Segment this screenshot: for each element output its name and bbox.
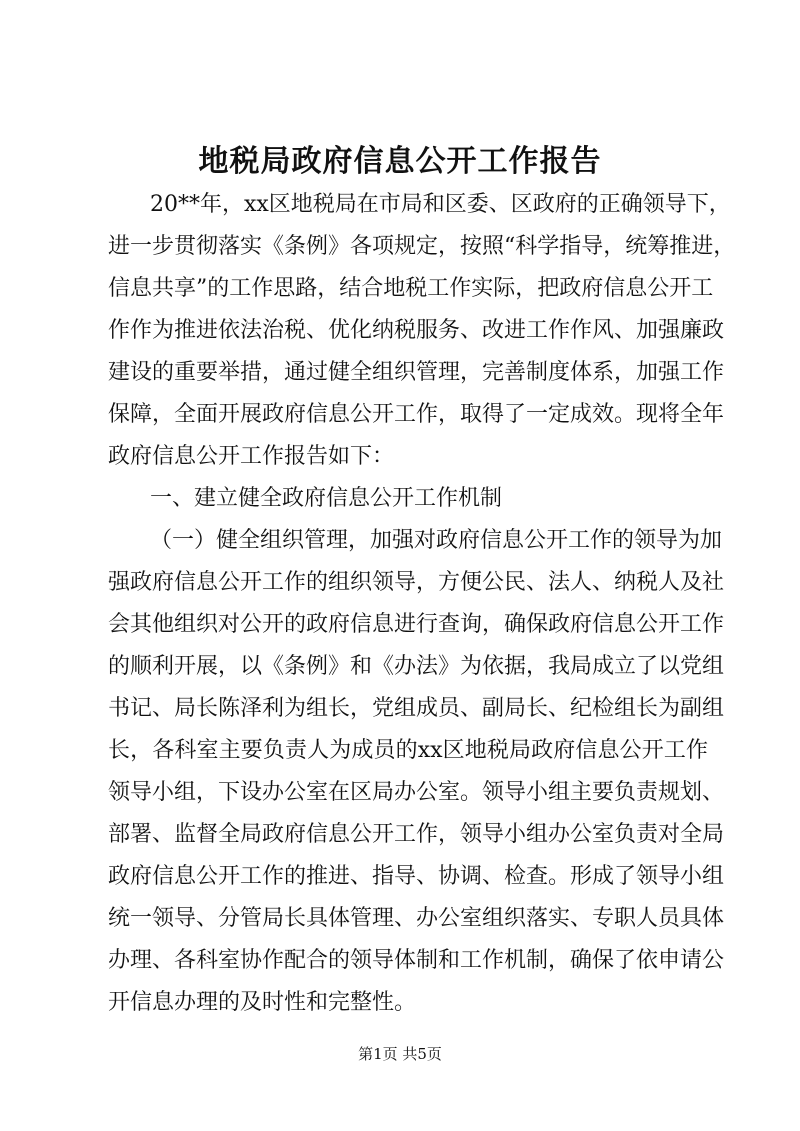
paragraph-2-line-8: 部署、监督全局政府信息公开工作，领导小组办公室负责对全局 xyxy=(108,822,725,847)
paragraph-1-line-1: 20**年，xx区地税局在市局和区委、区政府的正确领导下， xyxy=(150,192,731,217)
paragraph-1-line-4: 作作为推进依法治税、优化纳税服务、改进工作作风、加强廉政 xyxy=(108,318,725,343)
paragraph-1-line-2: 进一步贯彻落实《条例》各项规定，按照“科学指导，统筹推进， xyxy=(108,234,736,259)
paragraph-2-line-7: 领导小组，下设办公室在区局办公室。领导小组主要负责规划、 xyxy=(108,780,725,805)
paragraph-2-line-9: 政府信息公开工作的推进、指导、协调、检查。形成了领导小组 xyxy=(108,864,725,889)
paragraph-2-line-6: 长，各科室主要负责人为成员的xx区地税局政府信息公开工作 xyxy=(108,738,708,763)
paragraph-2-line-2: 强政府信息公开工作的组织领导，方便公民、法人、纳税人及社 xyxy=(108,570,725,595)
paragraph-1-line-6: 保障，全面开展政府信息公开工作，取得了一定成效。现将全年 xyxy=(108,402,725,427)
paragraph-2-line-4: 的顺利开展，以《条例》和《办法》为依据，我局成立了以党组 xyxy=(108,654,725,679)
paragraph-2-line-5: 书记、局长陈泽利为组长，党组成员、副局长、纪检组长为副组 xyxy=(108,696,725,721)
page-indicator: 第1页 共5页 xyxy=(358,1045,442,1063)
paragraph-1-line-3: 信息共享”的工作思路，结合地税工作实际，把政府信息公开工 xyxy=(108,276,714,301)
document-title: 地税局政府信息公开工作报告 xyxy=(198,144,602,179)
section-1-heading: 一、建立健全政府信息公开工作机制 xyxy=(150,486,503,511)
paragraph-2-line-1: （一）健全组织管理，加强对政府信息公开工作的领导为加 xyxy=(150,528,723,553)
paragraph-2-line-12: 开信息办理的及时性和完整性。 xyxy=(108,990,417,1015)
paragraph-2-line-10: 统一领导、分管局长具体管理、办公室组织落实、专职人员具体 xyxy=(108,906,725,931)
paragraph-1-line-7: 政府信息公开工作报告如下： xyxy=(108,444,395,469)
paragraph-2-line-11: 办理、各科室协作配合的领导体制和工作机制，确保了依申请公 xyxy=(108,948,725,973)
paragraph-1-line-5: 建设的重要举措，通过健全组织管理，完善制度体系，加强工作 xyxy=(108,360,725,385)
paragraph-2-line-3: 会其他组织对公开的政府信息进行查询，确保政府信息公开工作 xyxy=(108,612,725,637)
